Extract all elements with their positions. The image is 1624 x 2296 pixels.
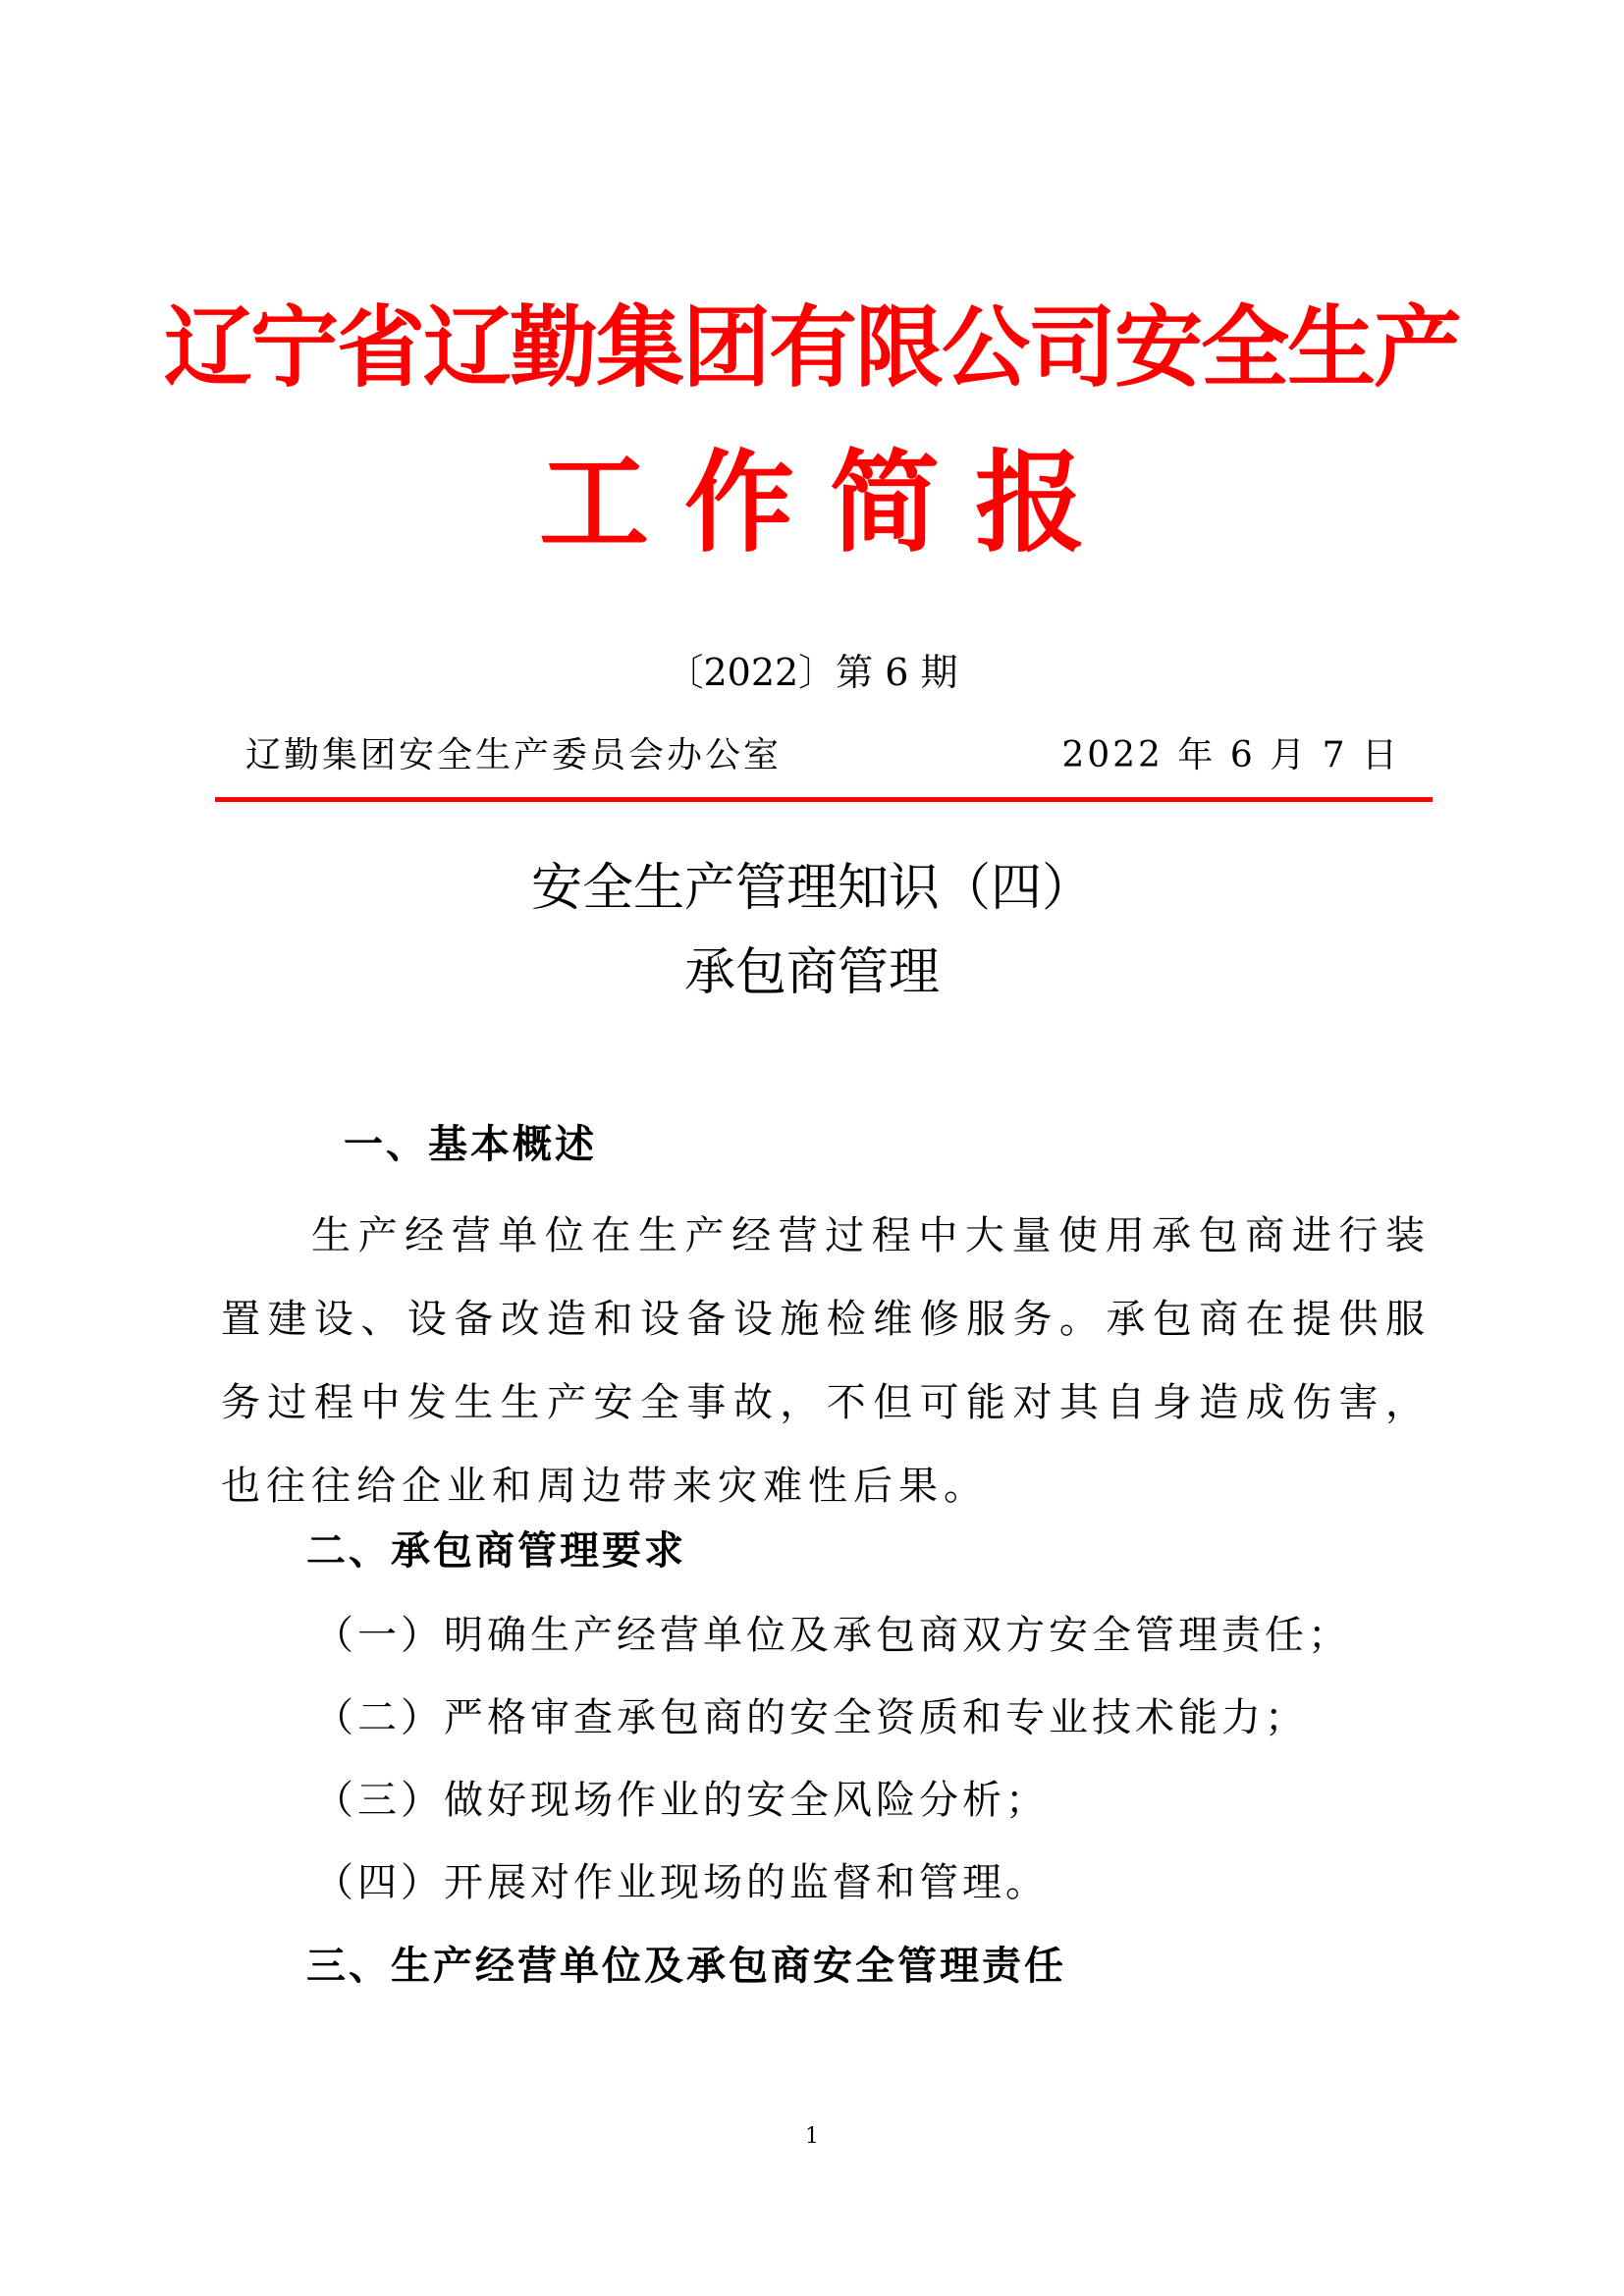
section-3-heading: 三、生产经营单位及承包商安全管理责任: [306, 1944, 1066, 1989]
requirement-item-2: （二）严格审查承包商的安全资质和专业技术能力；: [314, 1695, 1308, 1740]
article-subtitle: 承包商管理: [683, 943, 940, 1002]
issue-number: 〔2022〕第 6 期: [666, 651, 958, 694]
masthead-bulletin-title: 工作简报: [539, 440, 1120, 567]
requirement-item-1: （一）明确生产经营单位及承包商双方安全管理责任；: [314, 1613, 1351, 1658]
article-title: 安全生产管理知识（四）: [530, 859, 1093, 918]
page-number: 1: [805, 2124, 819, 2149]
masthead-org-title: 辽宁省辽勤集团有限公司安全生产: [164, 296, 1460, 400]
requirement-item-3: （三）做好现场作业的安全风险分析；: [314, 1778, 1049, 1823]
section-1-paragraph: 生产经营单位在生产经营过程中大量使用承包商进行装置建设、设备改造和设备设施检维修服务。承包商在提供服务过程中发生生产安全事故，不但可能对其自身造成伤害，也往往给企业和周边带来灾难性后果。: [221, 1213, 1431, 1509]
section-2-heading: 二、承包商管理要求: [306, 1528, 686, 1574]
requirement-item-4: （四）开展对作业现场的监督和管理。: [314, 1860, 1049, 1905]
issuer-office: 辽勤集团安全生产委员会办公室: [245, 735, 783, 775]
issue-date: 2022 年 6 月 7 日: [1061, 735, 1400, 775]
red-divider-line: [215, 797, 1433, 802]
section-1-heading: 一、基本概述: [344, 1122, 597, 1167]
